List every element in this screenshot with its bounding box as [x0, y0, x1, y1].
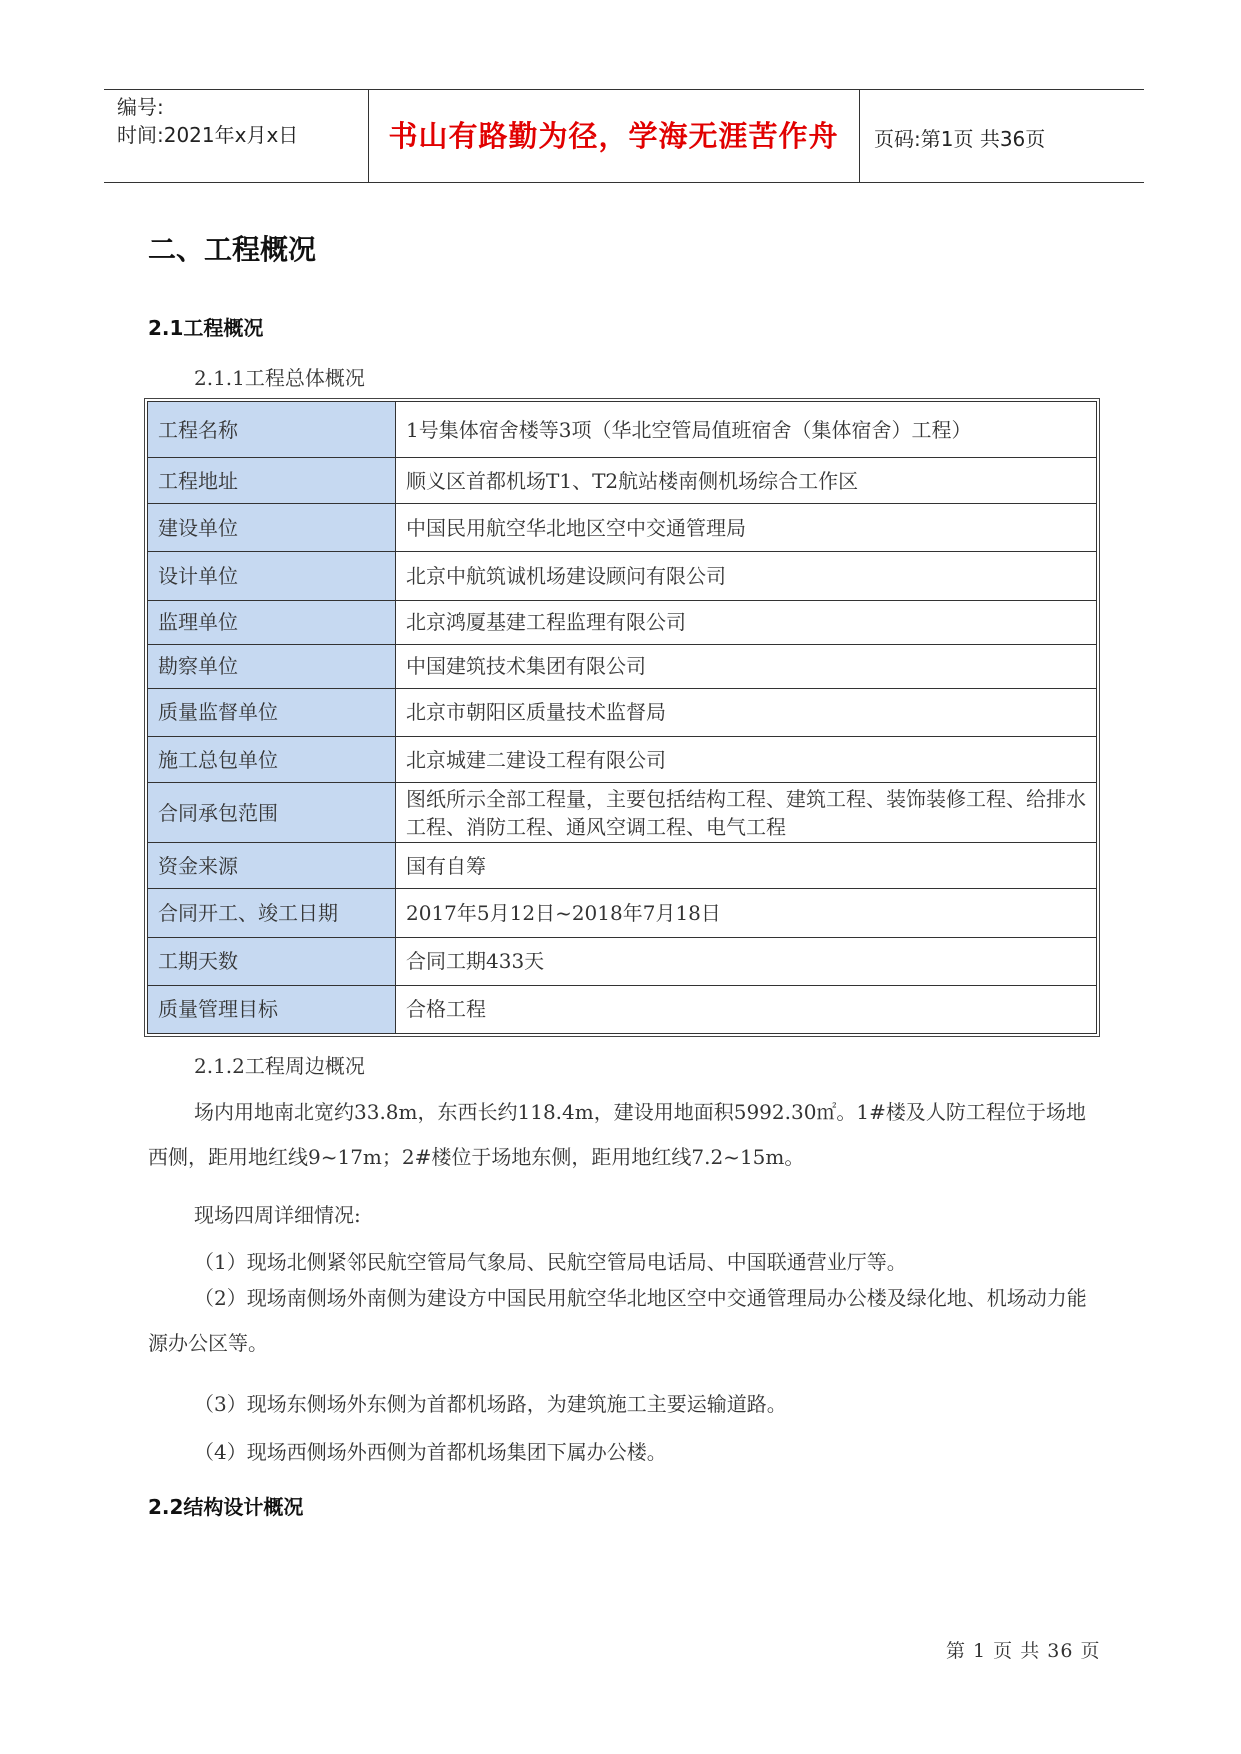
table-value: 2017年5月12日~2018年7月18日: [396, 889, 1097, 937]
table-label: 勘察单位: [148, 644, 396, 688]
document-time-label: 时间:2021年x月x日: [117, 123, 299, 147]
table-value: 中国建筑技术集团有限公司: [396, 644, 1097, 688]
table-label: 合同开工、竣工日期: [148, 889, 396, 937]
table-row: [148, 783, 1097, 843]
table-row: [148, 458, 1097, 504]
surroundings-item: （3）现场东侧场外东侧为首都机场路，为建筑施工主要运输道路。: [194, 1392, 787, 1416]
table-value: 合格工程: [396, 985, 1097, 1033]
subsection-title-2-2: 2.2结构设计概况: [148, 1495, 304, 1519]
surroundings-item: （2）现场南侧场外南侧为建设方中国民用航空华北地区空中交通管理局办公楼及绿化地、机场动力能源办公区等。: [148, 1286, 1087, 1355]
surroundings-item: （4）现场西侧场外西侧为首都机场集团下属办公楼。: [194, 1440, 667, 1464]
table-label: 合同承包范围: [148, 783, 396, 843]
table-value: 顺义区首都机场T1、T2航站楼南侧机场综合工作区: [396, 458, 1097, 504]
table-row: [148, 504, 1097, 552]
table-value: 图纸所示全部工程量，主要包括结构工程、建筑工程、装饰装修工程、给排水工程、消防工程、通风空调工程、电气工程: [396, 783, 1097, 843]
table-row: [148, 843, 1097, 889]
subsection-title-2-1-2: 2.1.2工程周边概况: [194, 1054, 365, 1078]
table-label: 工程名称: [148, 402, 396, 458]
subsection-title-2-1: 2.1工程概况: [148, 316, 264, 340]
table-row: [148, 937, 1097, 985]
surroundings-item: （1）现场北侧紧邻民航空管局气象局、民航空管局电话局、中国联通营业厅等。: [194, 1250, 907, 1274]
table-row: [148, 402, 1097, 458]
table-value: 中国民用航空华北地区空中交通管理局: [396, 504, 1097, 552]
table-row: [148, 688, 1097, 736]
header-top-rule: [104, 89, 1144, 90]
document-number-label: 编号:: [117, 95, 164, 119]
header-bottom-rule: [104, 182, 1144, 183]
subsection-title-2-1-1: 2.1.1工程总体概况: [194, 366, 365, 390]
section-title: 二、工程概况: [148, 233, 317, 266]
table-row: [148, 985, 1097, 1033]
table-label: 施工总包单位: [148, 736, 396, 782]
header-meta: [117, 93, 298, 149]
table-label: 质量管理目标: [148, 985, 396, 1033]
header-divider-right: [859, 89, 860, 182]
table-label: 工程地址: [148, 458, 396, 504]
table-value: 北京鸿厦基建工程监理有限公司: [396, 600, 1097, 644]
table-row: [148, 644, 1097, 688]
table-label: 质量监督单位: [148, 688, 396, 736]
table-label: 建设单位: [148, 504, 396, 552]
table-label: 设计单位: [148, 552, 396, 600]
table-value: 1号集体宿舍楼等3项（华北空管局值班宿舍（集体宿舍）工程）: [396, 402, 1097, 458]
table-row: [148, 889, 1097, 937]
table-value: 国有自筹: [396, 843, 1097, 889]
table-label: 工期天数: [148, 937, 396, 985]
table-row: [148, 600, 1097, 644]
table-value: 北京城建二建设工程有限公司: [396, 736, 1097, 782]
table-value: 北京中航筑诚机场建设顾问有限公司: [396, 552, 1097, 600]
table-value: 合同工期433天: [396, 937, 1097, 985]
header-page-label: 页码:第1页 共36页: [874, 127, 1046, 151]
site-dimensions-paragraph: 场内用地南北宽约33.8m，东西长约118.4m，建设用地面积5992.30㎡。1#楼及人防工程位于场地西侧，距用地红线9~17m；2#楼位于场地东侧，距用地红线7.2~15m。: [148, 1100, 1086, 1169]
project-overview-table: [144, 398, 1100, 1037]
header-motto: 书山有路勤为径，学海无涯苦作舟: [388, 119, 839, 153]
table-label: 监理单位: [148, 600, 396, 644]
table-row: [148, 736, 1097, 782]
surroundings-intro: 现场四周详细情况:: [194, 1203, 361, 1227]
page-footer: 第 1 页 共 36 页: [946, 1640, 1101, 1662]
table-value: 北京市朝阳区质量技术监督局: [396, 688, 1097, 736]
table-row: [148, 552, 1097, 600]
table-label: 资金来源: [148, 843, 396, 889]
